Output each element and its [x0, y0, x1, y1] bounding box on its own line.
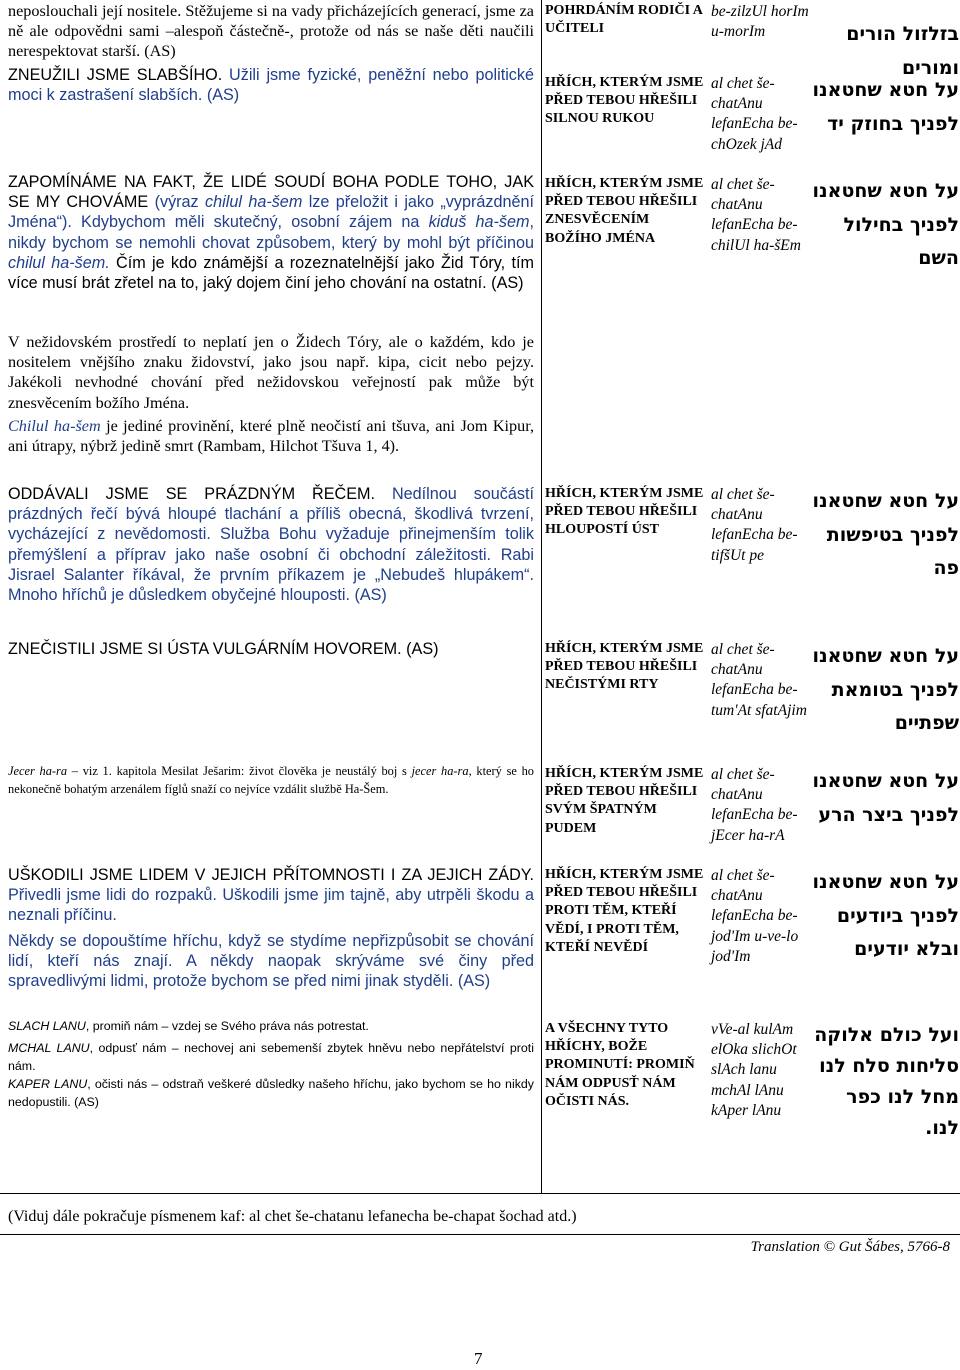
czech-text: A VŠECHNY TYTO HŘÍCHY, BOŽE PROMINUTÍ: PROMIŇ NÁM ODPUSŤ NÁM OČISTI NÁS.	[545, 1021, 695, 1109]
text: (výraz	[148, 193, 206, 212]
text: , který se ho nekonečně bohatým arzenálem fíglů snaží co nejvíce vzdálit službě Ha-Šem.	[8, 764, 534, 796]
transliteration: al chet še-chatAnu lefanEcha be-tifšUt pe	[711, 486, 798, 564]
translation-credit: Translation © Gut Šábes, 5766-8	[750, 1239, 950, 1255]
heading-empty-talk: ODDÁVALI JSME SE PRÁZDNÝM ŘEČEM.	[8, 485, 376, 503]
hebrew-text: על חטא שחטאנו לפניך ביצר הרע	[812, 770, 959, 826]
empty-talk-text: Nedílnou součástí prázdných řečí bývá hloupé tlachání a příliš obecná, škodlivá tvrzení, vycházející z nevědomosti. Služba Bohu vyžaduje přinejmenším tolik přemýšlení a příprav jako naše osobní či obchodní záležitosti. Rabi Jisrael Salanter říkával, že prvním příkazem je „Nebudeš hlupákem“. Mnoho hříchů je důsledkem obyčejné hlouposti. (AS)	[8, 485, 534, 605]
hebrew-text: על חטא שחטאנו לפניך בחילול השם	[812, 180, 959, 270]
text: , promiň nám – vzdej se Svého práva nás potrestat.	[85, 1019, 369, 1033]
heading-chilul-hashem: ZAPOMÍNÁME NA FAKT, ŽE LIDÉ SOUDÍ BOHA PODLE TOHO, JAK SE MY CHOVÁME	[8, 173, 534, 212]
hebrew-text: על חטא שחטאנו לפניך בטיפשות פה	[812, 490, 959, 580]
footnote-jecer	[8, 763, 534, 798]
transliteration: al chet še-chatAnu lefanEcha be-tum'At sfatAjim	[711, 641, 807, 719]
text: , očisti nás – odstraň veškeré důsledky našeho hříchu, jako bychom se ho nikdy nedopustili. (AS)	[8, 1077, 534, 1109]
czech-text: HŘÍCH, KTERÝM JSME PŘED TEBOU HŘEŠILI SVÝM ŠPATNÝM PUDEM	[545, 766, 704, 836]
heading-harm-people: UŠKODILI JSME LIDEM V JEJICH PŘÍTOMNOSTI I ZA JEJICH ZÁDY.	[8, 866, 534, 884]
intro-text: neposlouchali její nositele. Stěžujeme si na vady přicházejících generací, jsme za ně ale odpovědni sami –alespoň částečně-, protože od nás se naše děti naučili nerespektovat starší. (AS)	[8, 2, 534, 61]
hebrew-text: על חטא שחטאנו לפניך ביודעים ובלא יודעים	[812, 871, 959, 961]
paragraph-vulgar	[8, 639, 534, 659]
text: , odpusť nám – nechovej ani sebemenší zbytek hněvu nebo nepřátelství proti nám.	[8, 1041, 534, 1073]
czech-text: POHRDÁNÍM RODIČI A UČITELI	[545, 3, 703, 37]
paragraph-empty-talk	[8, 484, 534, 605]
transliteration: al chet še-chatAnu lefanEcha be-chOzek jAd	[711, 75, 798, 153]
term: chilul ha-šem.	[8, 253, 110, 272]
text: – viz 1. kapitola Mesilat Ješarim: život člověka je neustálý boj s	[67, 764, 412, 778]
text: Čím je kdo známější a rozeznatelnější jako Žid Tóry, tím více musí brát zřetel na to, jaký dojem činí jeho chování na ostatní. (AS)	[8, 253, 534, 293]
term: Jecer ha-ra	[8, 764, 68, 778]
term: kiduš ha-šem	[428, 213, 530, 232]
hebrew-text: ועל כולם אלוקה סליחות סלח לנו מחל לנו כפר לנו.	[814, 1024, 959, 1139]
czech-text: HŘÍCH, KTERÝM JSME PŘED TEBOU HŘEŠILI NEČISTÝMI RTY	[545, 641, 704, 693]
harm-people-text: Přivedli jsme lidi do rozpaků. Uškodili jsme jim tajně, aby utrpěli škodu a neznali příčinu.	[8, 886, 534, 925]
paragraph-chilul-hashem	[8, 172, 534, 293]
slach-lanu-note	[8, 1018, 534, 1036]
abuse-weaker-text: Užili jsme fyzické, peněžní nebo politické moci k zastrašení slabších. (AS)	[8, 66, 534, 105]
page-number: 7	[474, 1349, 483, 1368]
czech-text: HŘÍCH, KTERÝM JSME PŘED TEBOU HŘEŠILI HLOUPOSTÍ ÚST	[545, 486, 704, 538]
text: lze přeložit i jako „vyprázdnění Jména“). Kdybychom měli skutečný, osobní zájem na	[8, 193, 534, 232]
transliteration: be-zilzUl horIm u-morIm	[711, 3, 809, 41]
hebrew-text: על חטא שחטאנו לפניך בטומאת שפתיים	[812, 645, 959, 735]
term: SLACH LANU	[8, 1019, 86, 1033]
transliteration: al chet še-chatAnu lefanEcha be-jEcer ha-rA	[711, 766, 798, 844]
term: KAPER LANU	[8, 1077, 88, 1091]
heading-abuse-weaker: ZNEUŽILI JSME SLABŠÍHO.	[8, 66, 223, 84]
term: jecer ha-ra	[411, 764, 469, 778]
paragraph-tsuva	[8, 416, 534, 456]
hebrew-text: בזלזול הורים ומורים	[846, 23, 959, 79]
term: Chilul ha-šem	[8, 417, 101, 435]
czech-text: HŘÍCH, KTERÝM JSME PŘED TEBOU HŘEŠILI PROTI TĚM, KTEŘÍ VĚDÍ, I PROTI TĚM, KTEŘÍ NEVĚDÍ	[545, 867, 704, 955]
paragraph-intro	[8, 1, 534, 62]
continuation-note: (Viduj dále pokračuje písmenem kaf: al chet še-chatanu lefanecha be-chapat šochad atd.)	[8, 1208, 577, 1225]
czech-text: HŘÍCH, KTERÝM JSME PŘED TEBOU HŘEŠILI SILNOU RUKOU	[545, 75, 704, 127]
kaper-lanu-note	[8, 1076, 534, 1111]
heading-vulgar: ZNEČISTILI JSME SI ÚSTA VULGÁRNÍM HOVOREM. (AS)	[8, 640, 439, 658]
column-divider	[541, 0, 542, 1193]
paragraph-harm-people	[8, 865, 534, 926]
transliteration: vVe-al kulAm elOka slichOt slAch lanu mchAl lAnu kAper lAnu	[711, 1021, 797, 1119]
text: je jediné provinění, které plně neočistí ani tšuva, ani Jom Kipur, ani útrapy, nýbrž jedině smrt (Rambam, Hilchot Tšuva 1, 4).	[8, 417, 535, 456]
mchal-lanu-note	[8, 1040, 534, 1075]
hebrew-text: על חטא שחטאנו לפניך בחוזק יד	[812, 79, 959, 135]
transliteration: al chet še-chatAnu lefanEcha be-chilUl ha-šEm	[711, 176, 801, 254]
paragraph-shame	[8, 931, 534, 992]
text: , nikdy bychom se nemohli chovat způsobem, který by mohl být příčinou	[8, 213, 535, 252]
paragraph-abuse-weaker	[8, 65, 534, 105]
shame-text: Někdy se dopouštíme hříchu, když se stydíme nepřizpůsobit se chování lidí, kteří nás znají. A někdy naopak skrýváme své činy před spravedlivými lidmi, protože bychom se před nimi jinak styděli. (AS)	[8, 932, 534, 991]
transliteration: al chet še-chatAnu lefanEcha be-jod'Im u-ve-lo jod'Im	[711, 867, 799, 965]
czech-text: HŘÍCH, KTERÝM JSME PŘED TEBOU HŘEŠILI ZNESVĚCENÍM BOŽÍHO JMÉNA	[545, 176, 704, 246]
paragraph-non-jewish	[8, 332, 534, 413]
term: chilul ha-šem	[205, 193, 303, 212]
non-jewish-text: V nežidovském prostředí to neplatí jen o Židech Tóry, ale o každém, kdo je nositelem vnějšího znaku židovství, jako jsou např. kipa, cicit nebo pejzy. Jakékoli nevhodné chování před nežidovskou veřejností pak může být znesvěcením božího Jména.	[8, 333, 534, 412]
term: MCHAL LANU	[8, 1041, 90, 1055]
